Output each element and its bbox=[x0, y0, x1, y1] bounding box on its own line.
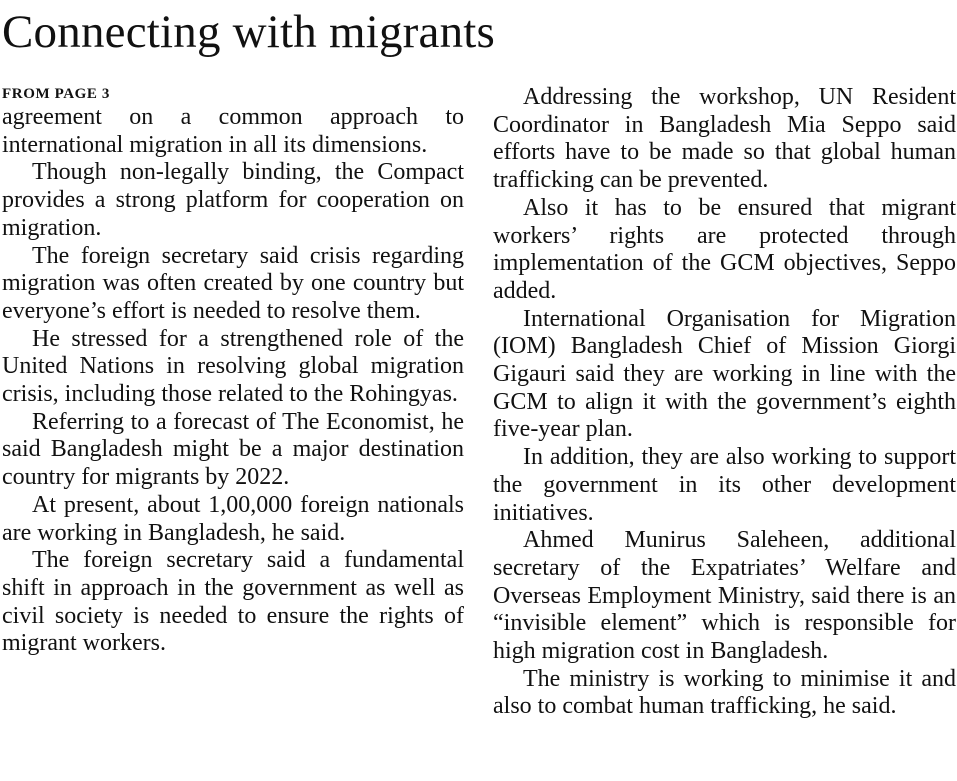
paragraph: Also it has to be ensured that migrant workers’ rights are protected through implementation of the GCM objectives, Seppo added. bbox=[493, 194, 956, 304]
paragraph: Though non-legally binding, the Compact provides a strong platform for cooperation on migration. bbox=[2, 159, 464, 241]
paragraph: Referring to a forecast of The Economist, he said Bangladesh might be a major destination country for migrants by 2022. bbox=[2, 408, 464, 491]
left-column bbox=[2, 84, 464, 658]
right-column bbox=[493, 84, 956, 721]
paragraph: The foreign secretary said a fundamental shift in approach in the government as well as civil society is needed to ensure the rights of migrant workers. bbox=[2, 547, 464, 657]
paragraph: International Organisation for Migration (IOM) Bangladesh Chief of Mission Giorgi Gigauri said they are working in line with the GCM to align it with the government’s eighth five-year plan. bbox=[493, 305, 956, 443]
paragraph: Addressing the workshop, UN Resident Coordinator in Bangladesh Mia Seppo said efforts have to be made so that global human trafficking can be prevented. bbox=[493, 84, 956, 194]
paragraph: In addition, they are also working to support the government in its other development initiatives. bbox=[493, 444, 956, 526]
paragraph: agreement on a common approach to international migration in all its dimensions. bbox=[2, 104, 464, 158]
paragraph: The ministry is working to minimise it and also to combat human trafficking, he said. bbox=[493, 665, 956, 720]
continued-from-label: FROM PAGE 3 bbox=[2, 86, 110, 102]
paragraph: He stressed for a strengthened role of the United Nations in resolving global migration crisis, including those related to the Rohingyas. bbox=[2, 325, 464, 408]
paragraph: The foreign secretary said crisis regarding migration was often created by one country but everyone’s effort is needed to resolve them. bbox=[2, 242, 464, 324]
headline: Connecting with migrants bbox=[2, 6, 496, 58]
paragraph: At present, about 1,00,000 foreign nationals are working in Bangladesh, he said. bbox=[2, 491, 464, 546]
paragraph: Ahmed Munirus Saleheen, additional secretary of the Expatriates’ Welfare and Overseas Employment Ministry, said there is an “invisible element” which is responsible for high migration cost in Bangladesh. bbox=[493, 527, 956, 665]
